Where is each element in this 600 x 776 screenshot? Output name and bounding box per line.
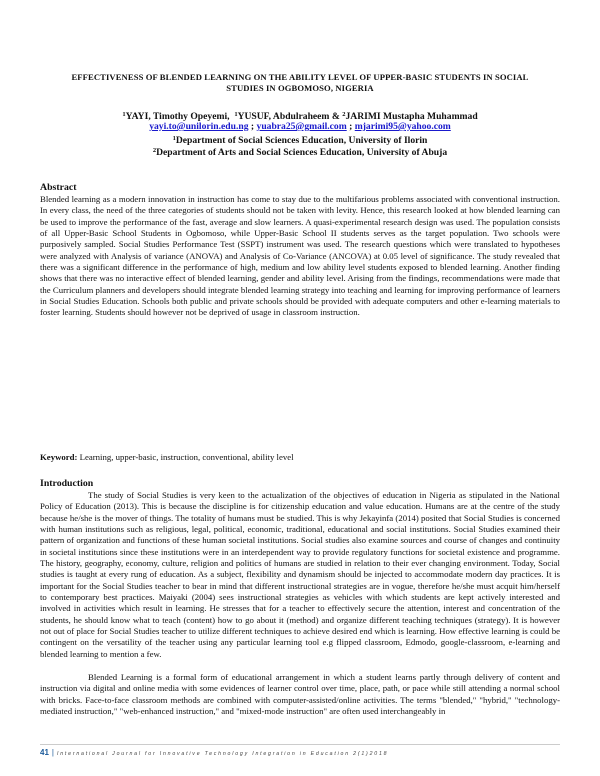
- page-number: 41: [40, 748, 49, 757]
- email-link[interactable]: mjarimi95@yahoo.com: [354, 121, 451, 132]
- email-link[interactable]: yayi.to@unilorin.edu.ng: [149, 121, 249, 132]
- affiliation-2: [40, 145, 560, 159]
- abstract-heading: Abstract: [40, 182, 77, 193]
- affiliation-text: Department of Social Sciences Education, University of Ilorin: [175, 135, 428, 146]
- journal-name: International Journal for Innovative Technology Integration in Education 2(1)2018: [56, 751, 389, 757]
- author-name: YAYI, Timothy Opeyemi,: [125, 111, 230, 122]
- paper-title: EFFECTIVENESS OF BLENDED LEARNING ON THE ABILITY LEVEL OF UPPER-BASIC STUDENTS IN SOCIAL STUDIES IN OGBOMOSO, NIGERIA: [71, 72, 529, 93]
- introduction-paragraph-2: Blended Learning is a formal form of educational arrangement in which a student learns partly through delivery of content and instruction via digital and online media with some evidences of learner control over time, place, path, or pace while still attending a normal school with bricks. Face-to-face classroom methods are combined with computer-assisted/online activities. The terms "blended," "hybrid," "technology-mediated instruction," "web-enhanced instruction," and "mixed-mode instruction" are often used interchangeably in: [40, 672, 560, 717]
- author-sup: 1: [234, 111, 238, 118]
- keyword-list: Learning, upper-basic, instruction, conventional, ability level: [79, 452, 294, 462]
- affiliation-sup: 2: [152, 147, 157, 154]
- author-name: YUSUF, Abdulraheem &: [237, 111, 340, 122]
- footer-separator: |: [51, 748, 54, 757]
- author-sup: 1: [122, 111, 126, 118]
- page-footer: [40, 748, 560, 757]
- keywords-line: [40, 452, 560, 462]
- affiliation-text: Department of Arts and Social Sciences Education, University of Abuja: [156, 147, 448, 158]
- author-sup: 2: [342, 111, 346, 118]
- keyword-label: Keyword:: [40, 452, 78, 462]
- footer-divider: [40, 744, 560, 745]
- affiliation-sup: 1: [172, 135, 176, 142]
- email-link[interactable]: yuabra25@gmail.com: [256, 121, 347, 132]
- author-name: JARIMI Mustapha Muhammad: [345, 111, 478, 122]
- email-separator: ;: [349, 121, 353, 132]
- email-line: [40, 121, 560, 133]
- email-separator: ;: [250, 121, 255, 132]
- introduction-paragraph-1: The study of Social Studies is very keen to the actualization of the objectives of education in Nigeria as stipulated in the National Policy of Education (2013). This is because the discipline is for citizenship education and value education. Humans are at the centre of the study because he/she is the mover of things. The totality of humans must be studied. This is why Jekayinfa (2014) posited that Social Studies is concerned with human institutions such as religious, legal, political, economic, traditional, educational and social institutions. Social Studies examined their pattern of organization and functions of these human societal institutions. Social studies also examine sources and course of changes and continuity in societal institutions since these institutions were in an interdependent way to provide regulatory functions for societal existence and programme. The history, geography, economy, culture, religion and politics of humans are studied in relation to their ever changing environment. Today, Social studies is taught at every rung of education. As a subject, flexibility and dynamism should be injected to accommodate modern day practices. It is important for the Social Studies teacher to bear in mind that different instructional strategies are in vogue, therefore he/she must acquit him/herself to contemporary best practices. Maiyaki (2004) sees instructional strategies as vehicles with which students are kept actively interested and involved in activities which result in learning. He stresses that for a teacher to effectively secure the attention, interest and concentration of the students, he should know what to teach (content) how to go about it (method) and organize different teaching techniques (strategy). It is however not out of place for Social Studies teacher to utilize different techniques to achieve desired end which is learning. How effective learning is could be contingent on the versatility of the teacher using any particular learning tool e.g flipped classroom, Edmodo, google-classroom, e-learning and blended learning to mention a few.: [40, 490, 560, 659]
- abstract-body: Blended learning as a modern innovation in instruction has come to stay due to the multifarious problems associated with conventional instruction. In every class, the need of the three categories of students should not be taken with levity. Hence, this research looked at how blended learning can be used to improve the performance of the fast, average and slow learners. A quasi-experimental research design was used. The population consists of all Upper-Basic School Students in Ogbomoso, while Upper-Basic School II students serves as the target population. Two schools were purposively sampled. Social Studies Performance Test (SSPT) instrument was used. The research questions which were translated to hypotheses were analyzed with Analysis of variance (ANOVA) and Analysis of Co-Variance (ANCOVA) at 0.05 level of significance. The study revealed that there was a significant difference in the performance of high, medium and low ability level students exposed to blended learning. Another finding shows that there was no interactive effect of blended learning, gender and ability level. Arising from the findings, recommendations were made that the Curriculum planners and developers should integrate blended learning strategy into teaching and learning for improving performance of learners in Social Studies Education. Schools both public and private schools should be provided with adequate computers and other e-learning materials to foster learning. Students should however not be deprived of usage in classroom instruction.: [40, 194, 560, 318]
- introduction-heading: Introduction: [40, 478, 94, 489]
